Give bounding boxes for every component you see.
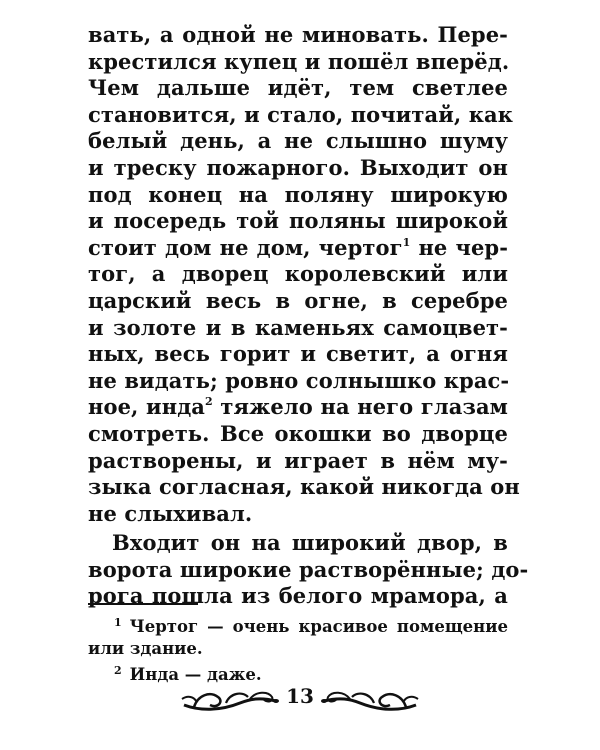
text-line: крестился купец и пошёл вперёд. xyxy=(88,48,510,74)
text-segment: ное, инда xyxy=(88,394,205,420)
text-line: не видать; ровно солнышко крас- xyxy=(88,367,510,393)
text-line xyxy=(88,235,508,262)
footnote-number: 2 xyxy=(114,664,122,677)
text-line: белый день, а не слышно шуму xyxy=(88,128,508,154)
footnote-1-continuation: или здание. xyxy=(88,639,203,658)
right-ornament-icon xyxy=(320,685,420,713)
text-line: ворота широкие растворённые; до- xyxy=(88,556,529,582)
text-line: Входит он на широкий двор, в xyxy=(112,530,508,556)
text-line xyxy=(88,394,508,421)
text-line: царский весь в огне, в серебре xyxy=(88,287,508,313)
text-line: тог, а дворец королевский или xyxy=(88,261,508,287)
main-text xyxy=(88,22,529,610)
footnote-divider xyxy=(88,603,198,605)
text-line: под конец на поляну широкую xyxy=(88,181,508,207)
footnote-marker: 1 xyxy=(402,235,411,249)
footnotes xyxy=(88,612,508,686)
text-line: и треску пожарного. Выходит он xyxy=(88,154,508,180)
footnote-number: 1 xyxy=(114,616,122,629)
text-line: смотреть. Все окошки во дворце xyxy=(88,420,508,446)
page-number: 13 xyxy=(286,684,314,708)
footnote-marker: 2 xyxy=(205,395,213,409)
text-line: рога пошла из белого мрамора, а xyxy=(88,583,508,609)
text-line: ных, весь горит и светит, а огня xyxy=(88,341,508,367)
text-line: зыка согласная, какой никогда он xyxy=(88,474,520,500)
text-line: растворены, и играет в нём му- xyxy=(88,447,508,473)
text-segment: стоит дом не дом, чертог xyxy=(88,234,403,260)
page-footer xyxy=(180,681,420,715)
text-line: становится, и стало, почитай, как xyxy=(88,101,513,127)
footnote-1 xyxy=(88,612,508,638)
footnote-text: Чертог — очень красивое помещение xyxy=(129,617,508,636)
footnote-text: Инда — даже. xyxy=(129,665,262,684)
text-line: вать, а одной не миновать. Пере- xyxy=(88,22,508,47)
text-segment: не чер- xyxy=(418,234,509,260)
text-segment: тяжело на него глазам xyxy=(220,394,508,420)
text-line: не слыхивал. xyxy=(88,500,253,526)
text-line: Чем дальше идёт, тем светлее xyxy=(88,75,508,101)
text-line: и золоте и в каменьях самоцвет- xyxy=(88,314,508,340)
text-line: и посередь той поляны широкой xyxy=(88,208,508,234)
page-body xyxy=(88,22,529,610)
